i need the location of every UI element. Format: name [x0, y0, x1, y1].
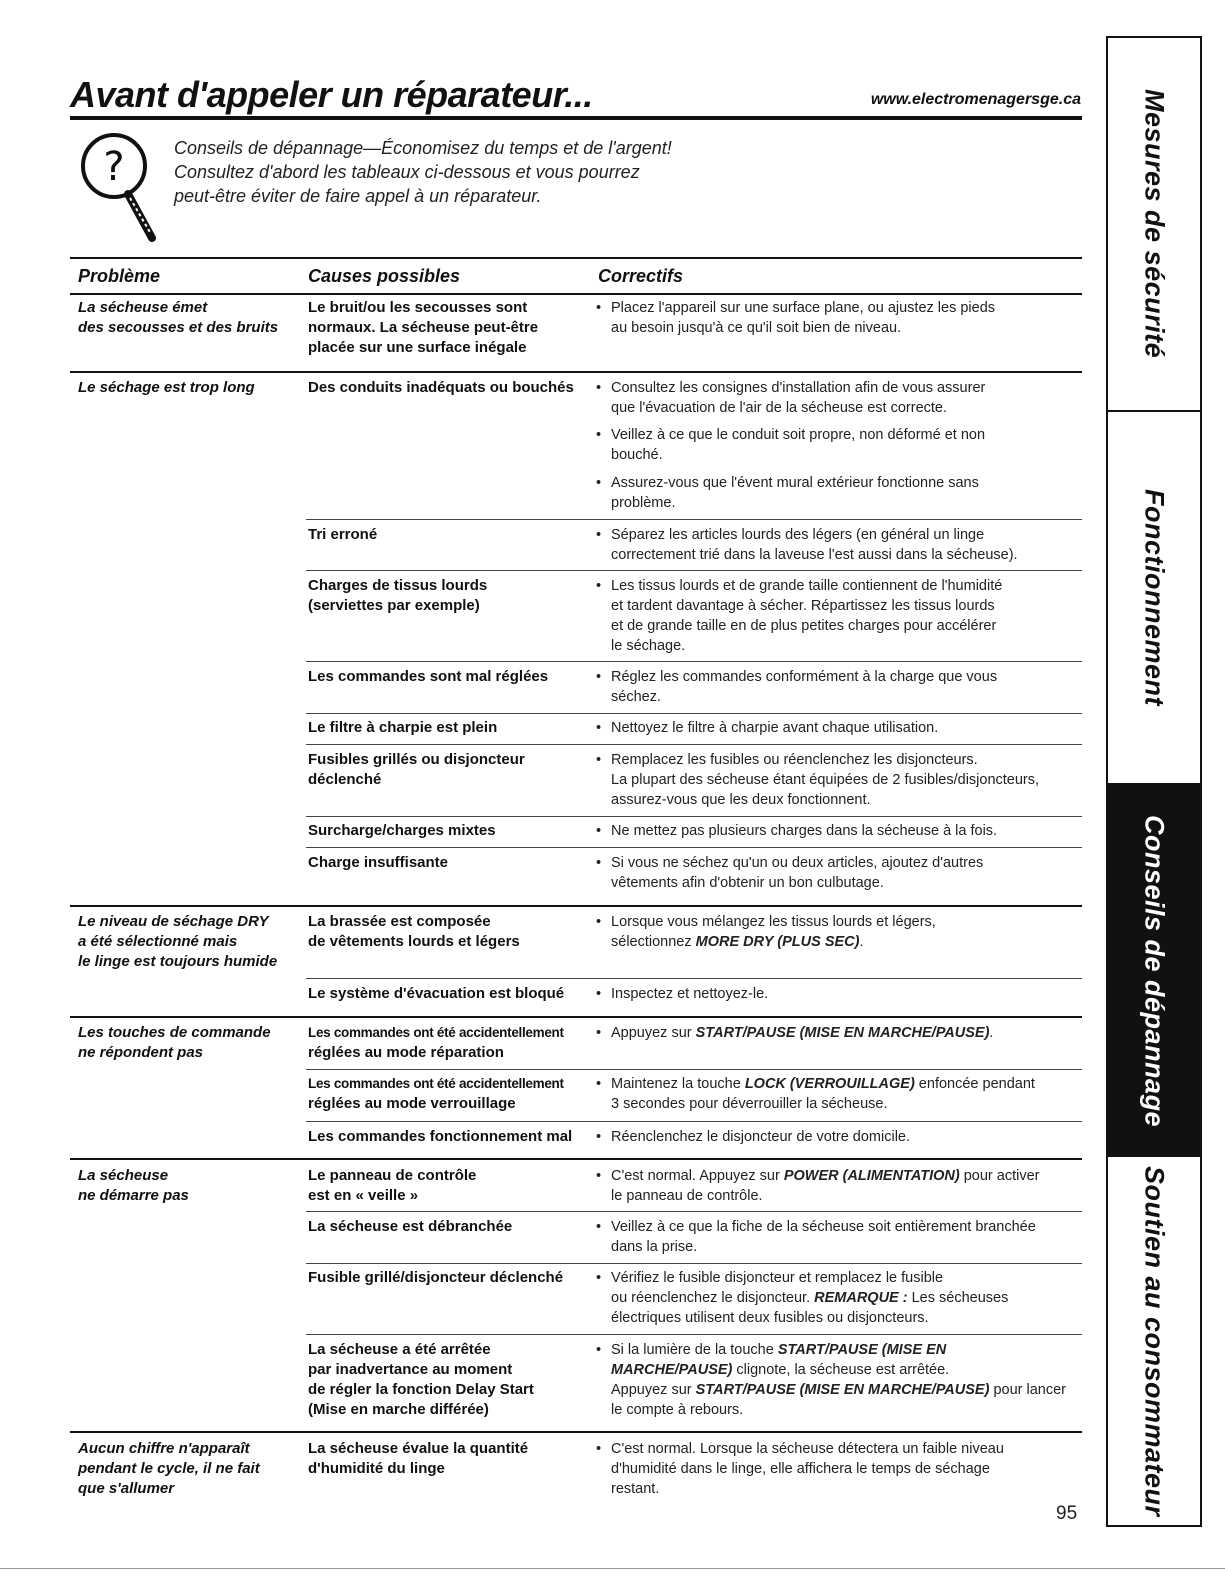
tab-soutien-consommateur[interactable]: Soutien au consommateur	[1139, 1165, 1170, 1517]
fix-item: • Remplacez les fusibles ou réenclenchez les disjoncteurs. La plupart des sécheuse étant équipées de 2 fusibles/disjoncteurs, assurez-vous que les deux fonctionnent.	[596, 752, 1040, 808]
row-rule	[70, 1158, 1082, 1160]
tab-fonctionnement[interactable]: Fonctionnement	[1139, 489, 1170, 706]
fix-item: • Veillez à ce que le conduit soit propre, non déformé et non bouché.	[596, 427, 986, 463]
sub-rule	[306, 661, 1082, 662]
cause-cell: Le panneau de contrôle est en « veille »	[308, 1167, 477, 1204]
fix-item: • C'est normal. Lorsque la sécheuse détectera un faible niveau d'humidité dans le linge, elle affichera le temps de séchage restant.	[596, 1441, 1004, 1497]
header-causes: Causes possibles	[308, 266, 461, 286]
cause-cell: Les commandes sont mal réglées	[308, 668, 549, 685]
svg-text:?: ?	[103, 144, 125, 190]
sub-rule	[306, 519, 1082, 520]
cause-cell: Fusible grillé/disjoncteur déclenché	[308, 1269, 564, 1286]
page-bottom-rule	[0, 1568, 1225, 1569]
fix-item: • Inspectez et nettoyez-le.	[596, 986, 769, 1002]
page-title: Avant d'appeler un réparateur...	[70, 74, 593, 115]
sub-rule	[306, 1334, 1082, 1335]
intro-text	[174, 136, 672, 208]
cause-cell: Tri erroné	[308, 526, 378, 543]
website-url[interactable]: www.electromenagersge.ca	[870, 91, 1081, 108]
fix-item: • Si la lumière de la touche START/PAUSE (MISE EN MARCHE/PAUSE) clignote, la sécheuse est arrêtée. Appuyez sur START/PAUSE (MISE EN MARCHE/PAUSE) pour lancer le compte à rebours.	[596, 1342, 1066, 1418]
table-top-rule	[70, 257, 1082, 259]
header-fixes: Correctifs	[598, 266, 684, 286]
cause-cell: Le filtre à charpie est plein	[308, 719, 498, 736]
cause-cell: La sécheuse est débranchée	[308, 1218, 513, 1235]
fix-item: • Si vous ne séchez qu'un ou deux articles, ajoutez d'autres vêtements afin d'obtenir un bon culbutage.	[596, 855, 984, 891]
section-sidebar	[1106, 36, 1202, 1527]
tab-mesures-securite[interactable]: Mesures de sécurité	[1139, 89, 1170, 359]
cause-cell: Charge insuffisante	[308, 854, 449, 871]
problem-cell: Aucun chiffre n'apparaît pendant le cycle, il ne fait que s'allumer	[78, 1440, 260, 1497]
header-problem: Problème	[78, 266, 161, 286]
cause-cell: La sécheuse évalue la quantité d'humidité du linge	[308, 1440, 529, 1477]
cause-cell: Fusibles grillés ou disjoncteur déclenché	[308, 751, 525, 788]
cause-cell: Des conduits inadéquats ou bouchés	[308, 379, 574, 396]
sub-rule	[306, 570, 1082, 571]
sub-rule	[306, 1069, 1082, 1070]
problem-cell: Les touches de commande ne répondent pas	[78, 1024, 271, 1061]
cause-cell: Les commandes ont été accidentellement réglées au mode verrouillage	[308, 1076, 564, 1112]
fix-item: • Maintenez la touche LOCK (VERROUILLAGE) enfoncée pendant 3 secondes pour déverrouiller la sécheuse.	[596, 1076, 1035, 1112]
sub-rule	[306, 816, 1082, 817]
fix-item: • Placez l'appareil sur une surface plane, ou ajustez les pieds au besoin jusqu'à ce qu'il soit bien de niveau.	[596, 300, 996, 336]
intro-line: Consultez d'abord les tableaux ci-dessous et vous pourrez	[174, 162, 640, 182]
cause-cell: Surcharge/charges mixtes	[308, 822, 496, 839]
problem-cell: Le séchage est trop long	[78, 379, 255, 396]
row-rule	[70, 371, 1082, 373]
fix-item: • Ne mettez pas plusieurs charges dans la sécheuse à la fois.	[596, 823, 998, 839]
cause-cell: Le bruit/ou les secousses sont normaux. La sécheuse peut-être placée sur une surface inégale	[308, 299, 539, 356]
row-rule	[70, 1431, 1082, 1433]
row-rule	[70, 1016, 1082, 1018]
problem-cell: Le niveau de séchage DRY a été sélectionné mais le linge est toujours humide	[78, 913, 278, 970]
intro-line: Conseils de dépannage—Économisez du temps et de l'argent!	[174, 138, 672, 158]
fix-item: • Appuyez sur START/PAUSE (MISE EN MARCHE/PAUSE).	[596, 1025, 994, 1041]
sub-rule	[306, 1211, 1082, 1212]
problem-cell: La sécheuse émet des secousses et des bruits	[78, 299, 279, 336]
fix-item: • Consultez les consignes d'installation afin de vous assurer que l'évacuation de l'air de la sécheuse est correcte.	[596, 380, 986, 416]
sub-rule	[306, 847, 1082, 848]
intro-line: peut-être éviter de faire appel à un réparateur.	[174, 186, 542, 206]
cause-cell: Le système d'évacuation est bloqué	[308, 985, 565, 1002]
sub-rule	[306, 978, 1082, 979]
magnifier-question-icon	[72, 130, 162, 245]
page-number: 95	[1056, 1503, 1078, 1524]
problem-cell: La sécheuse ne démarre pas	[78, 1167, 189, 1204]
fix-item: • Nettoyez le filtre à charpie avant chaque utilisation.	[596, 720, 939, 736]
fix-item: • Veillez à ce que la fiche de la sécheuse soit entièrement branchée dans la prise.	[596, 1219, 1036, 1255]
cause-cell: Charges de tissus lourds (serviettes par exemple)	[308, 577, 488, 614]
fix-item: • Les tissus lourds et de grande taille contiennent de l'humidité et tardent davantage à sécher. Répartissez les tissus lourds et de grande taille en de plus petites charges pour accélérer le séchage.	[596, 578, 1003, 654]
sub-rule	[306, 744, 1082, 745]
row-rule	[70, 905, 1082, 907]
cause-cell: Les commandes fonctionnement mal	[308, 1128, 573, 1145]
cause-cell: La sécheuse a été arrêtée par inadvertance au moment de régler la fonction Delay Start (Mise en marche différée)	[308, 1341, 534, 1418]
cause-cell: Les commandes ont été accidentellement réglées au mode réparation	[308, 1025, 564, 1061]
fix-item: • C'est normal. Appuyez sur POWER (ALIMENTATION) pour activer le panneau de contrôle.	[596, 1168, 1040, 1204]
fix-item: • Lorsque vous mélangez les tissus lourds et légers, sélectionnez MORE DRY (PLUS SEC).	[596, 914, 936, 950]
cause-cell: La brassée est composée de vêtements lourds et légers	[308, 913, 520, 950]
title-rule	[70, 116, 1082, 120]
sub-rule	[306, 1263, 1082, 1264]
tab-conseils-depannage[interactable]: Conseils de dépannage	[1108, 785, 1200, 1157]
fix-item: • Réglez les commandes conformément à la charge que vous séchez.	[596, 669, 998, 705]
sub-rule	[306, 1121, 1082, 1122]
header-rule	[70, 293, 1082, 295]
fix-item: • Réenclenchez le disjoncteur de votre domicile.	[596, 1129, 911, 1145]
fix-item: • Assurez-vous que l'évent mural extérieur fonctionne sans problème.	[596, 475, 979, 511]
sub-rule	[306, 713, 1082, 714]
fix-item: • Séparez les articles lourds des légers (en général un linge correctement trié dans la laveuse l'est aussi dans la sécheuse).	[596, 527, 1018, 563]
fix-item: • Vérifiez le fusible disjoncteur et remplacez le fusible ou réenclenchez le disjoncteur. REMARQUE : Les sécheuses électriques utilisent deux fusibles ou disjoncteurs.	[596, 1270, 1009, 1326]
